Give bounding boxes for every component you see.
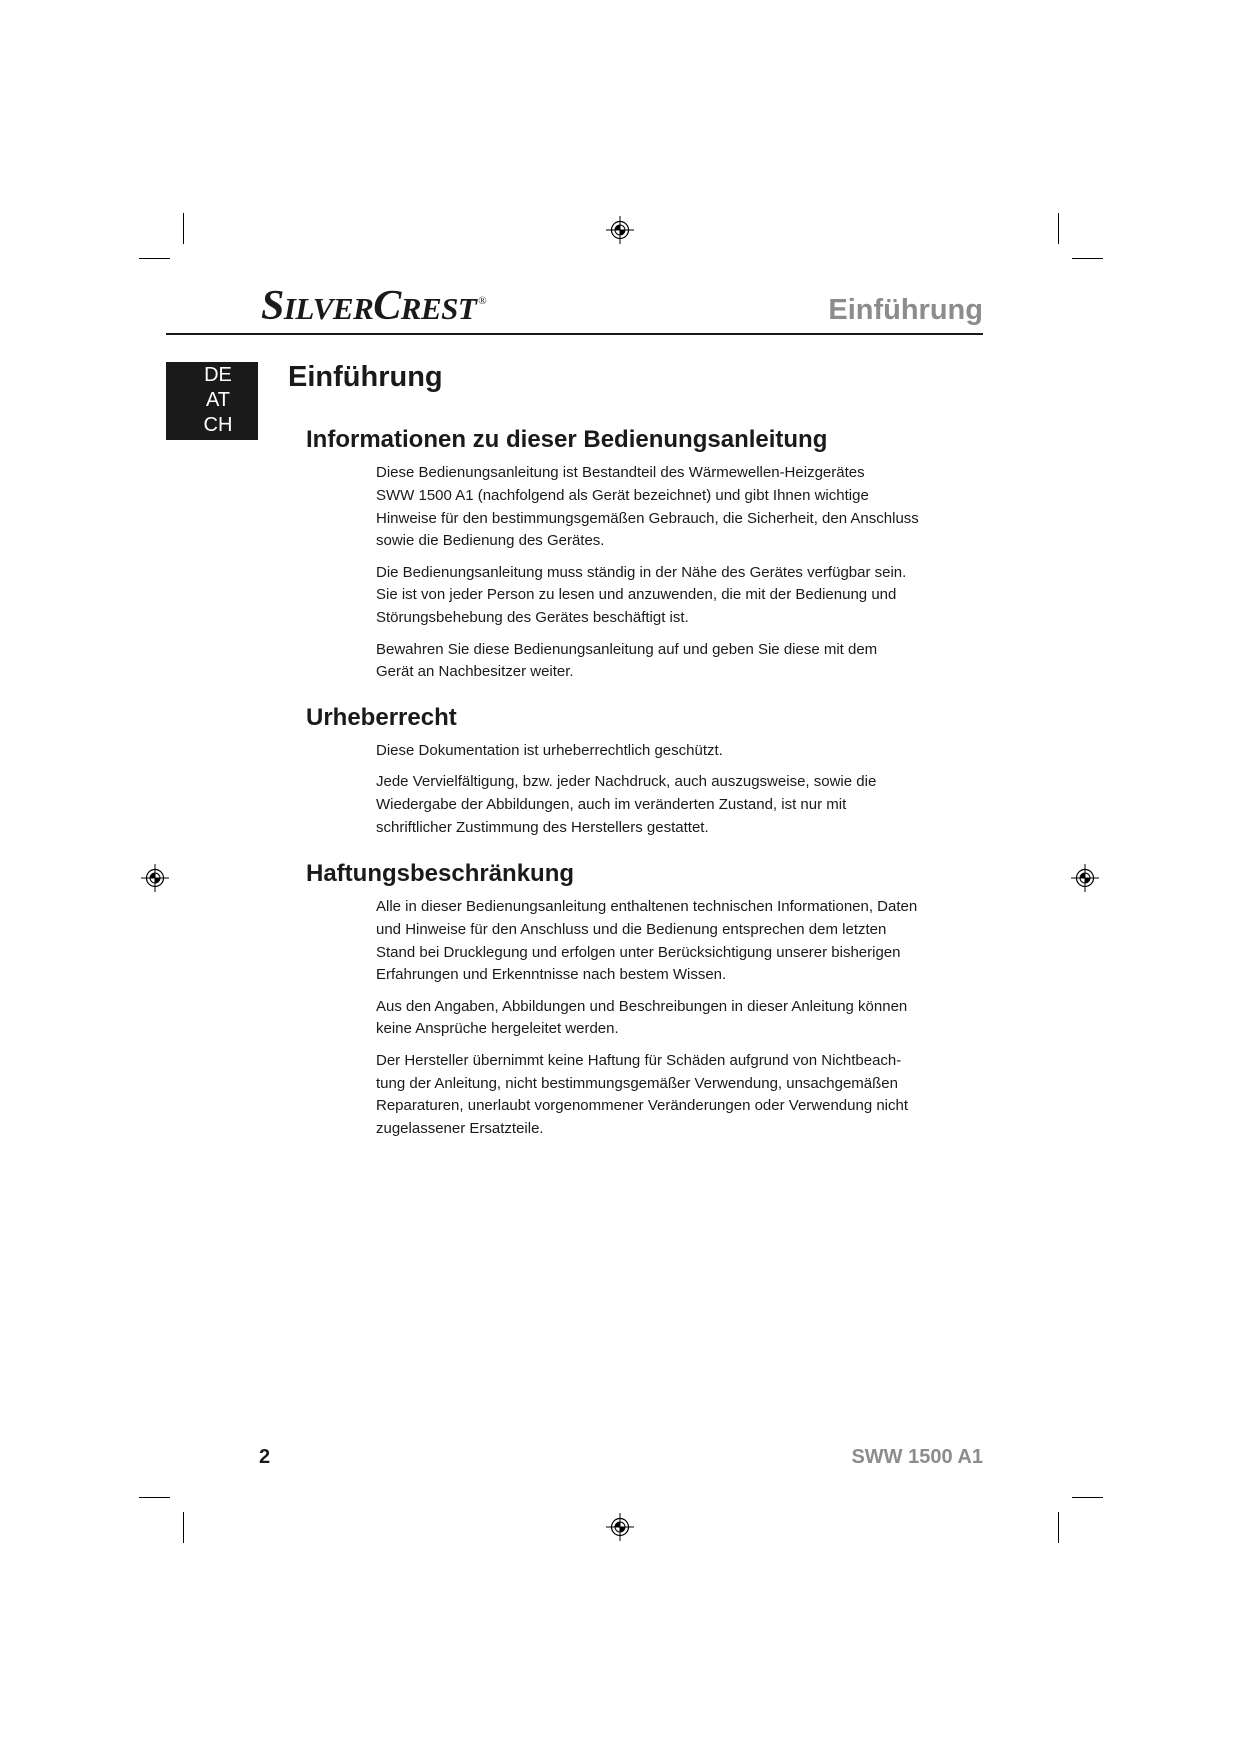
paragraph: [376, 771, 986, 839]
paragraph-line: Störungsbehebung des Gerätes beschäftigt ist.: [376, 609, 689, 627]
language-code: AT: [205, 389, 231, 411]
registration-mark-icon: [141, 864, 169, 892]
logo-rest-ilver: ILVER: [283, 291, 374, 326]
logo-registered-mark: ®: [478, 295, 487, 307]
paragraph-line: Erfahrungen und Erkenntnisse nach bestem Wissen.: [376, 966, 727, 984]
registration-mark-right: [1071, 864, 1099, 892]
paragraph-line: Die Bedienungsanleitung muss ständig in der Nähe des Gerätes verfügbar sein.: [376, 563, 907, 581]
registration-mark-left: [141, 864, 169, 892]
section-urheberrecht: [306, 704, 986, 840]
paragraph-line: und Hinweise für den Anschluss und die Bedienung entsprechen dem letzten: [376, 920, 887, 938]
crop-mark-top-left-vertical: [183, 213, 184, 244]
paragraph: [376, 639, 986, 685]
logo-initial-c: C: [373, 283, 401, 329]
paragraph: [376, 896, 986, 987]
language-tab: [166, 362, 258, 440]
paragraph-line: SWW 1500 A1 (nachfolgend als Gerät bezeichnet) und gibt Ihnen wichtige: [376, 486, 869, 504]
paragraph-line: Reparaturen, unerlaubt vorgenommener Veränderungen oder Verwendung nicht: [376, 1097, 909, 1115]
paragraph-line: zugelassener Ersatzteile.: [376, 1120, 544, 1138]
section-heading: Urheberrecht: [306, 704, 457, 731]
crop-mark-top-right-vertical: [1058, 213, 1059, 244]
language-code: CH: [203, 414, 233, 436]
paragraph: [376, 562, 986, 630]
section-heading: Informationen zu dieser Bedienungsanleitung: [306, 426, 828, 453]
paragraph-line: Stand bei Drucklegung und erfolgen unter Berücksichtigung unserer bisherigen: [376, 943, 901, 961]
paragraph-line: keine Ansprüche hergeleitet werden.: [376, 1020, 619, 1038]
paragraph-line: Hinweise für den bestimmungsgemäßen Gebrauch, die Sicherheit, den Anschluss: [376, 509, 919, 527]
paragraph-line: Bewahren Sie diese Bedienungsanleitung auf und geben Sie diese mit dem: [376, 640, 878, 658]
crop-mark-bottom-left-horizontal: [139, 1497, 170, 1498]
logo-initial-s: S: [261, 283, 284, 329]
page-number: 2: [259, 1446, 271, 1468]
crop-mark-bottom-left-vertical: [183, 1512, 184, 1543]
paragraph-line: Alle in dieser Bedienungsanleitung enthaltenen technischen Informationen, Daten: [376, 898, 918, 915]
logo-rest-rest: REST: [400, 291, 477, 326]
paragraph-line: Sie ist von jeder Person zu lesen und anzuwenden, die mit der Bedienung und: [376, 586, 897, 604]
paragraph: [376, 740, 986, 763]
crop-mark-bottom-right-horizontal: [1072, 1497, 1103, 1498]
paragraph-line: sowie die Bedienung des Gerätes.: [376, 532, 605, 550]
paragraph-line: Aus den Angaben, Abbildungen und Beschreibungen in dieser Anleitung können: [376, 997, 908, 1015]
paragraph-line: tung der Anleitung, nicht bestimmungsgemäßer Verwendung, unsachgemäßen: [376, 1074, 898, 1092]
registration-mark-bottom: [606, 1513, 634, 1541]
crop-mark-top-left-horizontal: [139, 258, 170, 259]
header-section-title: Einführung: [828, 294, 983, 326]
paragraph-line: schriftlicher Zustimmung des Herstellers gestattet.: [376, 818, 709, 836]
paragraph-line: Wiedergabe der Abbildungen, auch im veränderten Zustand, ist nur mit: [376, 796, 847, 814]
paragraph-line: Der Hersteller übernimmt keine Haftung für Schäden aufgrund von Nichtbeach-: [376, 1051, 902, 1069]
paragraph: [376, 462, 986, 553]
section-heading: Haftungsbeschränkung: [306, 860, 575, 887]
paragraph: [376, 1050, 986, 1141]
paragraph-line: Gerät an Nachbesitzer weiter.: [376, 663, 574, 681]
registration-mark-icon: [1071, 864, 1099, 892]
registration-mark-icon: [606, 216, 634, 244]
model-number: SWW 1500 A1: [851, 1446, 983, 1468]
brand-logo: [261, 285, 486, 327]
crop-mark-top-right-horizontal: [1072, 258, 1103, 259]
section-informationen: [306, 426, 986, 684]
registration-mark-icon: [606, 1513, 634, 1541]
paragraph-line: Jede Vervielfältigung, bzw. jeder Nachdruck, auch auszugsweise, sowie die: [376, 773, 877, 791]
registration-mark-top: [606, 216, 634, 244]
page-title: Einführung: [288, 361, 443, 393]
section-haftungsbeschraenkung: [306, 860, 986, 1141]
header-divider: [166, 333, 983, 335]
paragraph: [376, 996, 986, 1042]
paragraph-line: Diese Dokumentation ist urheberrechtlich geschützt.: [376, 742, 723, 759]
crop-mark-bottom-right-vertical: [1058, 1512, 1059, 1543]
language-code: DE: [204, 364, 232, 386]
paragraph-line: Diese Bedienungsanleitung ist Bestandteil des Wärmewellen-Heizgerätes: [376, 464, 865, 481]
